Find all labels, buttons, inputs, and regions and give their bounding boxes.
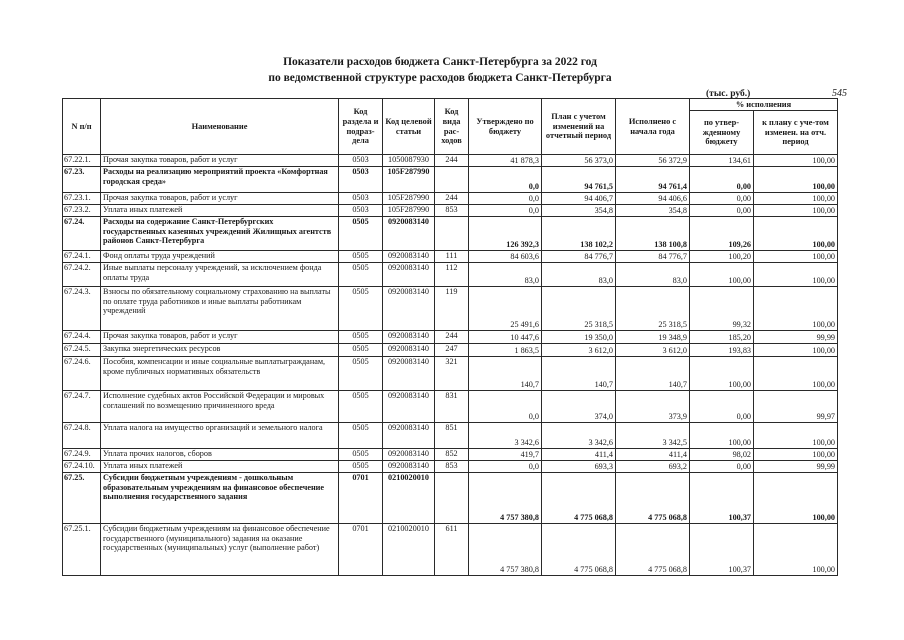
row-target-code: 0920083140 <box>383 449 435 461</box>
row-executed: 4 775 068,8 <box>616 473 690 524</box>
row-name: Субсидии бюджетным учреждениям - дошкольным образовательным учреждениям на финансовое обеспечение выполнения государственного задания <box>101 473 339 524</box>
row-approved: 0,0 <box>469 461 542 473</box>
row-plan: 94 761,5 <box>542 167 616 193</box>
table-row <box>63 167 838 193</box>
title-line-1: Показатели расходов бюджета Санкт-Петербурга за 2022 год <box>283 56 597 68</box>
row-target-code: 0210020010 <box>383 473 435 524</box>
header-plan: План с учетом изменений на отчетный период <box>542 99 616 155</box>
row-approved: 126 392,3 <box>469 217 542 251</box>
row-plan: 411,4 <box>542 449 616 461</box>
row-approved: 4 757 380,8 <box>469 524 542 576</box>
row-pct-approved: 0,00 <box>690 205 754 217</box>
header-approved: Утверждено по бюджету <box>469 99 542 155</box>
table-row <box>63 357 838 391</box>
row-executed: 84 776,7 <box>616 251 690 263</box>
row-expense-type-code: 852 <box>435 449 469 461</box>
row-name: Пособия, компенсации и иные социальные выплатыгражданам, кроме публичных нормативных обязательств <box>101 357 339 391</box>
row-target-code: 0920083140 <box>383 423 435 449</box>
row-number: 67.24.7. <box>63 391 101 423</box>
row-executed: 138 100,8 <box>616 217 690 251</box>
row-approved: 1 863,5 <box>469 344 542 357</box>
row-name: Уплата прочих налогов, сборов <box>101 449 339 461</box>
row-expense-type-code: 321 <box>435 357 469 391</box>
row-executed: 19 348,9 <box>616 331 690 344</box>
row-pct-plan: 100,00 <box>754 287 838 331</box>
row-expense-type-code: 112 <box>435 263 469 287</box>
row-number: 67.24.1. <box>63 251 101 263</box>
row-pct-plan: 100,00 <box>754 155 838 167</box>
header-num: N п/п <box>63 99 101 155</box>
row-number: 67.24.8. <box>63 423 101 449</box>
row-approved: 84 603,6 <box>469 251 542 263</box>
row-name: Взносы по обязательному социальному страхованию на выплаты по оплате труда работников и иные выплаты работникам учреждений <box>101 287 339 331</box>
row-plan: 84 776,7 <box>542 251 616 263</box>
table-row <box>63 251 838 263</box>
row-section-code: 0701 <box>339 473 383 524</box>
row-name: Расходы на реализацию мероприятий проекта «Комфортная городская среда» <box>101 167 339 193</box>
row-executed: 3 342,5 <box>616 423 690 449</box>
row-target-code: 0920083140 <box>383 391 435 423</box>
row-name: Субсидии бюджетным учреждениям на финансовое обеспечение государственного (муниципального) задания на оказание государственных (муниципальных) услуг (выполнение работ) <box>101 524 339 576</box>
row-expense-type-code: 853 <box>435 461 469 473</box>
row-section-code: 0505 <box>339 423 383 449</box>
table-row <box>63 423 838 449</box>
table-body <box>63 155 838 576</box>
row-pct-plan: 100,00 <box>754 423 838 449</box>
row-number: 67.24.2. <box>63 263 101 287</box>
row-number: 67.24. <box>63 217 101 251</box>
row-expense-type-code: 244 <box>435 331 469 344</box>
row-number: 67.24.3. <box>63 287 101 331</box>
row-section-code: 0503 <box>339 167 383 193</box>
expenses-table <box>62 98 838 576</box>
row-number: 67.24.9. <box>63 449 101 461</box>
row-approved: 419,7 <box>469 449 542 461</box>
table-row <box>63 524 838 576</box>
row-number: 67.25.1. <box>63 524 101 576</box>
row-section-code: 0503 <box>339 205 383 217</box>
header-pct-plan: к плану с уче-том изменен. на отч. период <box>754 111 838 155</box>
row-target-code: 0210020010 <box>383 524 435 576</box>
row-pct-plan: 100,00 <box>754 167 838 193</box>
row-approved: 3 342,6 <box>469 423 542 449</box>
row-pct-plan: 100,00 <box>754 357 838 391</box>
row-approved: 10 447,6 <box>469 331 542 344</box>
row-pct-approved: 0,00 <box>690 391 754 423</box>
row-plan: 3 342,6 <box>542 423 616 449</box>
row-section-code: 0505 <box>339 391 383 423</box>
row-section-code: 0503 <box>339 155 383 167</box>
table-row <box>63 263 838 287</box>
row-target-code: 105F287990 <box>383 167 435 193</box>
row-approved: 25 491,6 <box>469 287 542 331</box>
row-pct-approved: 99,32 <box>690 287 754 331</box>
row-target-code: 0920083140 <box>383 461 435 473</box>
row-pct-approved: 134,61 <box>690 155 754 167</box>
row-expense-type-code: 831 <box>435 391 469 423</box>
row-pct-approved: 100,00 <box>690 423 754 449</box>
row-pct-plan: 100,00 <box>754 473 838 524</box>
row-expense-type-code: 244 <box>435 155 469 167</box>
row-plan: 19 350,0 <box>542 331 616 344</box>
row-name: Закупка энергетических ресурсов <box>101 344 339 357</box>
table-row <box>63 155 838 167</box>
row-pct-approved: 185,20 <box>690 331 754 344</box>
row-pct-plan: 100,00 <box>754 251 838 263</box>
row-pct-approved: 98,02 <box>690 449 754 461</box>
row-plan: 374,0 <box>542 391 616 423</box>
row-name: Фонд оплаты труда учреждений <box>101 251 339 263</box>
table-row <box>63 331 838 344</box>
row-section-code: 0701 <box>339 524 383 576</box>
row-expense-type-code: 111 <box>435 251 469 263</box>
row-approved: 41 878,3 <box>469 155 542 167</box>
row-approved: 0,0 <box>469 205 542 217</box>
row-executed: 4 775 068,8 <box>616 524 690 576</box>
row-expense-type-code: 247 <box>435 344 469 357</box>
row-plan: 83,0 <box>542 263 616 287</box>
row-expense-type-code: 119 <box>435 287 469 331</box>
table-row <box>63 344 838 357</box>
row-pct-plan: 100,00 <box>754 449 838 461</box>
row-pct-plan: 100,00 <box>754 524 838 576</box>
row-section-code: 0505 <box>339 344 383 357</box>
row-pct-approved: 100,37 <box>690 524 754 576</box>
row-executed: 411,4 <box>616 449 690 461</box>
page-number: 545 <box>832 88 847 99</box>
row-executed: 56 372,9 <box>616 155 690 167</box>
table-row <box>63 473 838 524</box>
row-number: 67.24.5. <box>63 344 101 357</box>
row-approved: 0,0 <box>469 167 542 193</box>
row-pct-approved: 100,20 <box>690 251 754 263</box>
row-plan: 354,8 <box>542 205 616 217</box>
row-name: Расходы на содержание Санкт-Петербургских государственных казенных учреждений Жилищных агентств районов Санкт-Петербурга <box>101 217 339 251</box>
row-section-code: 0505 <box>339 331 383 344</box>
row-expense-type-code <box>435 217 469 251</box>
row-target-code: 0920083140 <box>383 263 435 287</box>
row-number: 67.25. <box>63 473 101 524</box>
row-pct-plan: 100,00 <box>754 205 838 217</box>
row-target-code: 1050087930 <box>383 155 435 167</box>
header-executed: Исполнено с начала года <box>616 99 690 155</box>
row-pct-approved: 0,00 <box>690 461 754 473</box>
row-approved: 83,0 <box>469 263 542 287</box>
row-approved: 140,7 <box>469 357 542 391</box>
row-expense-type-code: 851 <box>435 423 469 449</box>
row-pct-approved: 100,00 <box>690 357 754 391</box>
row-plan: 4 775 068,8 <box>542 473 616 524</box>
row-executed: 140,7 <box>616 357 690 391</box>
table-row <box>63 287 838 331</box>
row-plan: 140,7 <box>542 357 616 391</box>
table-row <box>63 217 838 251</box>
row-number: 67.24.6. <box>63 357 101 391</box>
row-pct-approved: 0,00 <box>690 193 754 205</box>
row-expense-type-code: 244 <box>435 193 469 205</box>
row-section-code: 0505 <box>339 217 383 251</box>
row-pct-plan: 99,99 <box>754 461 838 473</box>
row-executed: 373,9 <box>616 391 690 423</box>
row-target-code: 0920083140 <box>383 331 435 344</box>
row-expense-type-code: 611 <box>435 524 469 576</box>
row-plan: 138 102,2 <box>542 217 616 251</box>
row-approved: 0,0 <box>469 193 542 205</box>
row-plan: 4 775 068,8 <box>542 524 616 576</box>
row-executed: 83,0 <box>616 263 690 287</box>
row-executed: 94 761,4 <box>616 167 690 193</box>
row-pct-approved: 0,00 <box>690 167 754 193</box>
row-number: 67.23. <box>63 167 101 193</box>
table-row <box>63 461 838 473</box>
row-pct-plan: 99,99 <box>754 331 838 344</box>
row-expense-type-code: 853 <box>435 205 469 217</box>
header-expense-type-code: Код вида рас-ходов <box>435 99 469 155</box>
row-number: 67.24.4. <box>63 331 101 344</box>
row-section-code: 0505 <box>339 357 383 391</box>
row-section-code: 0503 <box>339 193 383 205</box>
row-section-code: 0505 <box>339 251 383 263</box>
row-pct-plan: 100,00 <box>754 193 838 205</box>
row-executed: 94 406,6 <box>616 193 690 205</box>
row-expense-type-code <box>435 473 469 524</box>
row-name: Уплата иных платежей <box>101 461 339 473</box>
row-name: Прочая закупка товаров, работ и услуг <box>101 331 339 344</box>
header-pct-approved: по утвер-жденному бюджету <box>690 111 754 155</box>
header-target-code: Код целевой статьи <box>383 99 435 155</box>
row-approved: 0,0 <box>469 391 542 423</box>
table-row <box>63 391 838 423</box>
row-executed: 354,8 <box>616 205 690 217</box>
row-number: 67.24.10. <box>63 461 101 473</box>
row-number: 67.22.1. <box>63 155 101 167</box>
row-pct-approved: 100,00 <box>690 263 754 287</box>
row-expense-type-code <box>435 167 469 193</box>
row-name: Уплата иных платежей <box>101 205 339 217</box>
row-executed: 3 612,0 <box>616 344 690 357</box>
row-section-code: 0505 <box>339 461 383 473</box>
table-row <box>63 205 838 217</box>
row-plan: 693,3 <box>542 461 616 473</box>
row-section-code: 0505 <box>339 449 383 461</box>
row-target-code: 0920083140 <box>383 217 435 251</box>
title-line-2: по ведомственной структуре расходов бюджета Санкт-Петербурга <box>268 72 612 84</box>
document-title <box>160 54 720 86</box>
row-pct-plan: 99,97 <box>754 391 838 423</box>
row-pct-approved: 109,26 <box>690 217 754 251</box>
row-plan: 3 612,0 <box>542 344 616 357</box>
row-plan: 56 373,0 <box>542 155 616 167</box>
row-name: Исполнение судебных актов Российской Федерации и мировых соглашений по возмещению причиненного вреда <box>101 391 339 423</box>
row-target-code: 105F287990 <box>383 193 435 205</box>
row-number: 67.23.2. <box>63 205 101 217</box>
row-target-code: 0920083140 <box>383 287 435 331</box>
units-label: (тыс. руб.) <box>706 89 751 99</box>
row-executed: 25 318,5 <box>616 287 690 331</box>
table-row <box>63 449 838 461</box>
row-target-code: 0920083140 <box>383 344 435 357</box>
header-section-code: Код раздела и подраз-дела <box>339 99 383 155</box>
row-name: Прочая закупка товаров, работ и услуг <box>101 155 339 167</box>
row-name: Уплата налога на имущество организаций и земельного налога <box>101 423 339 449</box>
row-pct-approved: 100,37 <box>690 473 754 524</box>
row-pct-approved: 193,83 <box>690 344 754 357</box>
row-plan: 25 318,5 <box>542 287 616 331</box>
row-target-code: 0920083140 <box>383 251 435 263</box>
row-number: 67.23.1. <box>63 193 101 205</box>
row-plan: 94 406,7 <box>542 193 616 205</box>
row-name: Прочая закупка товаров, работ и услуг <box>101 193 339 205</box>
row-name: Иные выплаты персоналу учреждений, за исключением фонда оплаты труда <box>101 263 339 287</box>
row-pct-plan: 100,00 <box>754 217 838 251</box>
row-target-code: 105F287990 <box>383 205 435 217</box>
table-row <box>63 193 838 205</box>
header-name: Наименование <box>101 99 339 155</box>
row-approved: 4 757 380,8 <box>469 473 542 524</box>
row-executed: 693,2 <box>616 461 690 473</box>
row-pct-plan: 100,00 <box>754 263 838 287</box>
row-section-code: 0505 <box>339 263 383 287</box>
row-pct-plan: 100,00 <box>754 344 838 357</box>
header-percent: % исполнения <box>690 99 838 111</box>
row-section-code: 0505 <box>339 287 383 331</box>
row-target-code: 0920083140 <box>383 357 435 391</box>
